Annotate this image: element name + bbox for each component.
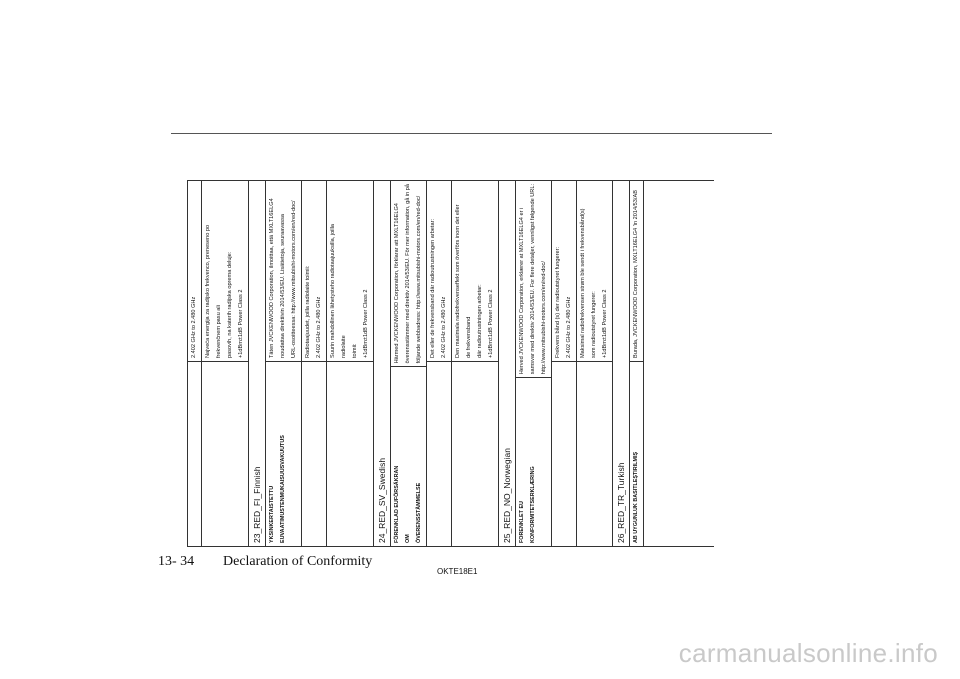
row-text-line: 2.402 GHz to 2.480 GHz [191,296,197,358]
row-text-line: Suurin mahdollinen lähetysteho radiotaajuuksilla, joilla [330,223,336,358]
row-text-line: Täten JVCKENWOOD Corporation, ilmoittaa, että MXLT16ELG4 [269,198,275,358]
row-content [327,181,373,361]
row-label [452,361,498,546]
row-text-line: Härmed JVCKENWOOD Corporation, förklarar att MXLT16ELG4 [394,203,400,364]
table-row [266,181,302,546]
row-label-line: YKSINKERTAISTETTU [269,485,275,543]
row-label-line: FÖRENKLAD EUFÖRSÄKRAN [394,465,400,543]
row-content [427,181,451,361]
watermark: carmanualsonline.info [678,638,938,668]
row-text-line: frekvenčnem pasu ali [216,305,222,358]
row-text-line: 2.402 GHz to 2.480 GHz [316,296,322,358]
row-text-line: Najveća energija za radijsko frekvenco, preneseno po [205,224,211,358]
row-content [630,181,643,361]
row-label [202,361,248,546]
row-label-line: FORENKLET EU [519,501,525,543]
row-content [266,181,301,361]
row-content [391,181,426,366]
row-content [452,181,498,361]
row-label-line: EUVAATIMUSTENMUKAISUUSVAKUUTUS [280,435,286,543]
footer-title: Declaration of Conformity [223,554,373,569]
table-row [327,181,374,546]
row-text-line: Radiotaajuudet, joilla radiolaite toimii: [305,265,311,358]
row-label-line: ÖVERENSSTÄMMELSE [416,482,422,543]
section-heading: 26_RED_TR_Turkish [613,181,630,546]
row-text-line: Frekvens bånd (s) der radioutstyret fungerer: [555,247,561,358]
table-row [577,181,613,546]
document-code: OKTE18E1 [437,567,478,576]
section-heading: 23_RED_FI_Finnish [249,181,266,546]
row-label [391,366,426,546]
table-row [452,181,499,546]
row-label-line: KONFORMITETSERKLÆRING [530,466,536,543]
conformity-table [187,180,714,547]
row-text-line: Burada, JVCKENWOOD Corporation, MXLT16ELG4 'in 2014/53/AB [633,190,639,358]
row-text-line: +1dBm±1dB Power Class 2 [363,289,369,358]
row-text-line: Herved JVCKENWOOD Corporation, erklærer at MXLT16ELG4 er i [519,207,525,375]
row-label [577,361,612,546]
table-row [630,181,644,546]
header-rule [171,133,772,134]
table-row [202,181,249,546]
row-label [302,361,326,546]
row-label [516,377,551,546]
row-label [552,361,576,546]
section-heading: 24_RED_SV_Swedish [374,181,391,546]
row-text-line: de frekvensband [466,316,472,358]
row-text-line: Maksimal radiofrekvensen strøm ble sendt i frekvensbånd(s) [580,208,586,358]
row-label-line: AB UYGUNLUK BASITLEŞTIRILMIŞ [633,451,639,543]
row-text-line: noudattaa direktiivin 2014/53/EU. Lisätietoja, seuraavassa [280,214,286,358]
row-text-line: radiolaite [341,335,347,358]
row-content [188,181,201,361]
row-label [188,361,201,546]
row-text-line: +1dBm±1dB Power Class 2 [488,289,494,358]
row-content [302,181,326,361]
row-content [552,181,576,361]
row-label [630,361,643,546]
row-text-line: URL-osoitteessa: http://www.mitsubishi-motors.com/en/red-doc/ [291,200,297,358]
page-number: 13- 34 [158,554,195,569]
row-text-line: 2.402 GHz to 2.480 GHz [566,296,572,358]
row-text-line: pasovih, na katerih radijska oprema deluje: [227,251,233,358]
row-text-line: Den maximala radiofrekvenseffekt som överförs inom det eller [455,204,461,358]
section-heading: 25_RED_NO_Norwegian [499,181,516,546]
row-text-line: som radioutstyret fungerer: [591,291,597,358]
row-label-line: OM [405,534,411,543]
row-label [327,361,373,546]
row-text-line: där radioutrustningen arbetar: [477,284,483,358]
row-content [202,181,248,361]
row-label [427,361,451,546]
row-text-line: följande webbadress: http://www.mitsubishi-motors.com/en/red-doc/ [416,195,422,364]
table-row [187,181,202,546]
table-row [427,181,452,546]
row-text-line: samsvar med direktiv 2014/53/EU. For flere detaljer, vennligst følgende URL: [530,184,536,375]
table-row [391,181,427,546]
table-row [516,181,552,546]
row-text-line: 2.402 GHz to 2.480 GHz [441,296,447,358]
row-text-line: +1dBm±1dB Power Class 2 [602,289,608,358]
row-label [266,361,301,546]
row-content [577,181,612,361]
table-row [552,181,577,546]
row-content [516,181,551,377]
rotated-table-body [187,180,714,547]
row-text-line: Det eller de frekvensband där radioutrustningen arbetar: [430,219,436,358]
table-row [302,181,327,546]
row-text-line: överensstämmer med direktiv 2014/53/EU. För mer information, gå in på [405,184,411,364]
row-text-line: http://www.mitsubishi-motors.com/en/red-doc/ [541,261,547,375]
row-text-line: toimii: [352,343,358,358]
row-text-line: +1dBm±1dB Power Class 2 [238,289,244,358]
